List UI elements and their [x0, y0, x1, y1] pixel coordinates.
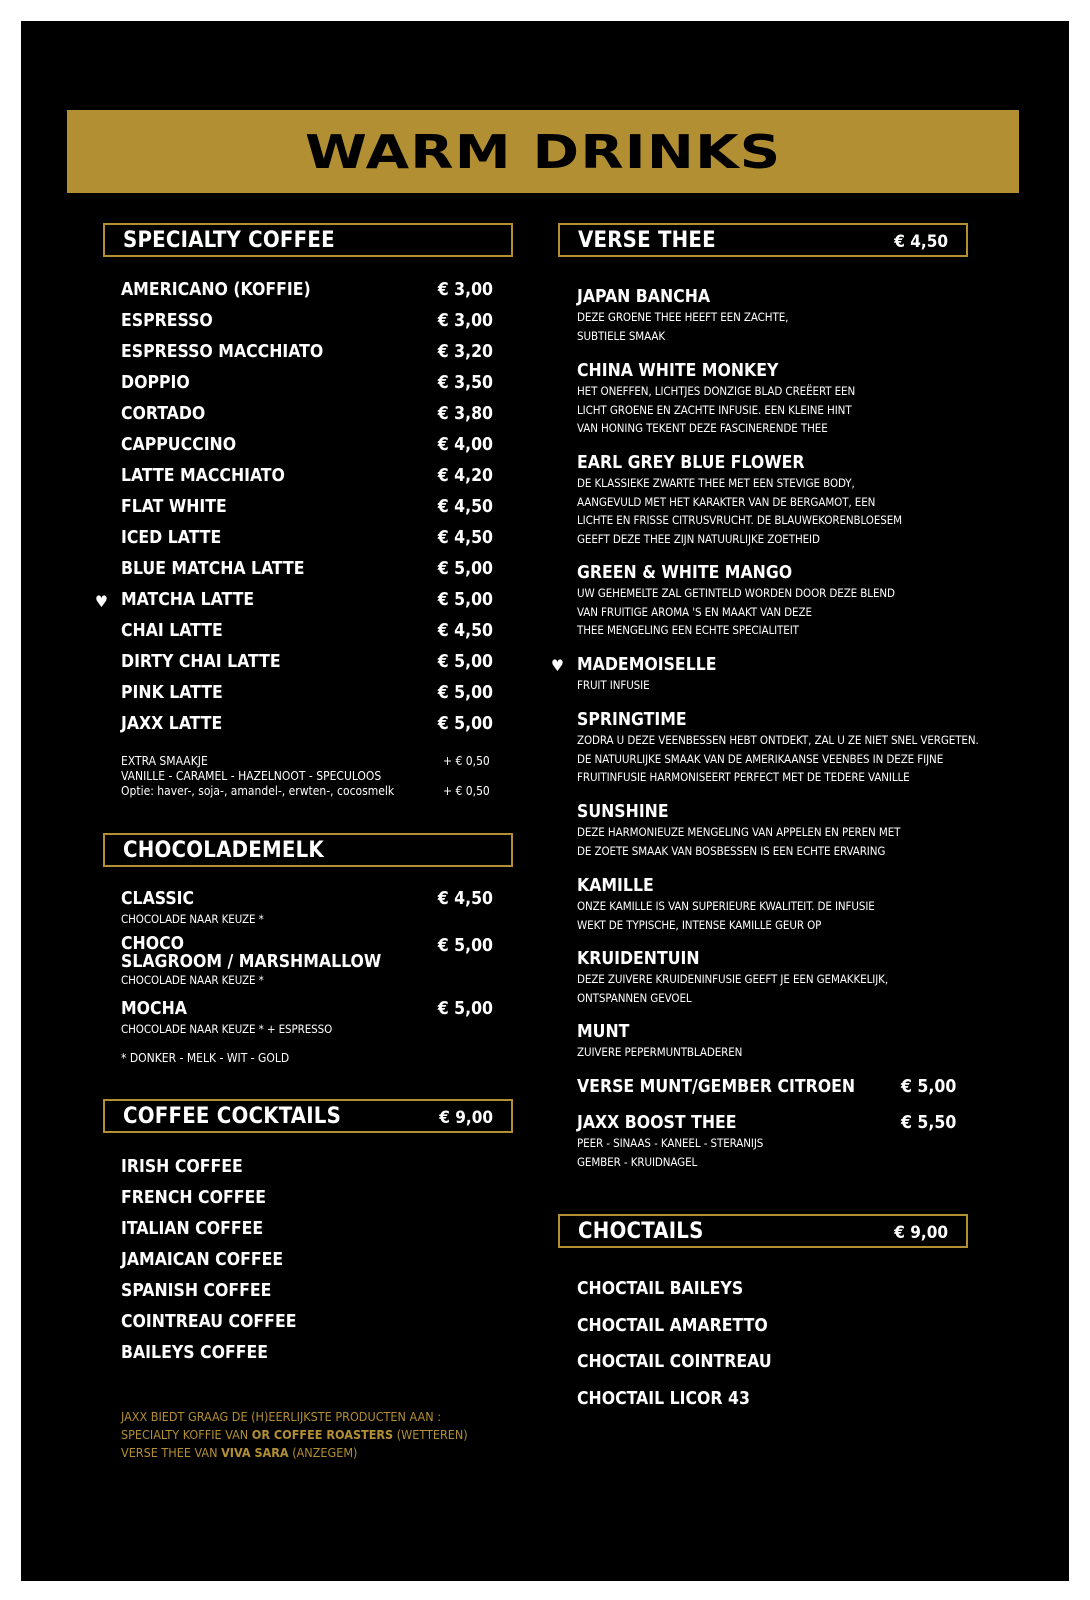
- item-description: UW GEHEMELTE ZAL GETINTELD WORDEN DOOR DEZE BLEND: [577, 586, 895, 600]
- menu-item: SPANISH COFFEE: [121, 1281, 272, 1301]
- menu-item: [121, 404, 493, 428]
- item-price: € 5,50: [901, 1113, 957, 1133]
- item-description: THEE MENGELING EEN ECHTE SPECIALITEIT: [577, 623, 799, 637]
- item-description: SUBTIELE SMAAK: [577, 328, 666, 343]
- item-description: VAN HONING TEKENT DEZE FASCINERENDE THEE: [577, 421, 828, 435]
- section-title: SPECIALTY COFFEE: [123, 228, 335, 253]
- item-description: ONZE KAMILLE IS VAN SUPERIEURE KWALITEIT. DE INFUSIE: [577, 899, 875, 913]
- menu-item: CHOCTAIL BAILEYS: [577, 1279, 744, 1299]
- item-name: FLAT WHITE: [121, 497, 227, 517]
- footer-text: (WETTEREN): [393, 1427, 468, 1442]
- item-price: € 4,50: [437, 889, 493, 909]
- item-description: FRUITINFUSIE HARMONISEERT PERFECT MET DE TEDERE VANILLE: [577, 770, 910, 784]
- item-price: € 3,50: [437, 373, 493, 393]
- menu-item: ITALIAN COFFEE: [121, 1219, 264, 1239]
- tea-item: [577, 876, 997, 934]
- item-description: DE ZOETE SMAAK VAN BOSBESSEN IS EEN ECHTE ERVARING: [577, 843, 886, 858]
- menu-item: FRENCH COFFEE: [121, 1188, 266, 1208]
- item-price: € 5,00: [437, 559, 493, 579]
- menu-item: [121, 280, 493, 304]
- item-description: WEKT DE TYPISCHE, INTENSE KAMILLE GEUR OP: [577, 917, 822, 932]
- item-description: VAN FRUITIGE AROMA 'S EN MAAKT VAN DEZE: [577, 604, 812, 619]
- item-name: MADEMOISELLE: [577, 655, 717, 675]
- item-description: DE KLASSIEKE ZWARTE THEE MET EEN STEVIGE BODY,: [577, 476, 855, 490]
- item-price: € 5,00: [437, 590, 493, 610]
- item-name: BLUE MATCHA LATTE: [121, 559, 305, 579]
- item-price: € 4,00: [437, 435, 493, 455]
- menu-item: [95, 590, 493, 614]
- section-header-verse-thee: [558, 223, 968, 257]
- item-name: EARL GREY BLUE FLOWER: [577, 453, 805, 473]
- item-name: JAXX BOOST THEE: [577, 1113, 737, 1133]
- title-banner: [67, 110, 1019, 193]
- item-description: ZODRA U DEZE VEENBESSEN HEBT ONTDEKT, ZAL U ZE NIET SNEL VERGETEN.: [577, 733, 979, 747]
- footer-brand: OR COFFEE ROASTERS: [251, 1427, 394, 1442]
- menu-item: [121, 373, 493, 397]
- item-name: CHAI LATTE: [121, 621, 223, 641]
- tea-item: [551, 655, 997, 695]
- section-title: COFFEE COCKTAILS: [123, 1104, 342, 1129]
- item-name: CORTADO: [121, 404, 206, 424]
- tea-item: [577, 1022, 997, 1062]
- menu-item: CHOCTAIL COINTREAU: [577, 1352, 772, 1372]
- item-name: VERSE MUNT/GEMBER CITROEN: [577, 1077, 856, 1097]
- menu-item: [121, 559, 493, 583]
- tea-item: [577, 802, 997, 860]
- tea-item: [577, 361, 997, 438]
- item-description: LICHT GROENE EN ZACHTE INFUSIE. EEN KLEINE HINT: [577, 402, 852, 417]
- menu-item: [121, 652, 493, 676]
- footer-line: [121, 1426, 468, 1444]
- heart-icon: ♥: [551, 656, 564, 675]
- item-name: MATCHA LATTE: [121, 590, 255, 610]
- item-name: PINK LATTE: [121, 683, 223, 703]
- menu-item: [121, 311, 493, 335]
- footer-text: VERSE THEE VAN: [121, 1445, 222, 1460]
- supplier-note: [121, 1408, 468, 1462]
- item-description: DEZE GROENE THEE HEEFT EEN ZACHTE,: [577, 310, 789, 324]
- item-price: € 3,20: [437, 342, 493, 362]
- menu-item: COINTREAU COFFEE: [121, 1312, 297, 1332]
- tea-item: [577, 1113, 997, 1171]
- item-description: LICHTE EN FRISSE CITRUSVRUCHT. DE BLAUWEKORENBLOESEM: [577, 513, 903, 527]
- section-price: € 9,00: [894, 1223, 948, 1243]
- footer-text: (ANZEGEM): [288, 1445, 358, 1460]
- item-description: HET ONEFFEN, LICHTJES DONZIGE BLAD CREËERT EEN: [577, 384, 856, 398]
- item-description: DEZE ZUIVERE KRUIDENINFUSIE GEEFT JE EEN GEMAKKELIJK,: [577, 972, 889, 986]
- section-header-coffee-cocktails: [103, 1099, 513, 1133]
- page-title: WARM DRINKS: [304, 124, 782, 179]
- item-description: GEMBER - KRUIDNAGEL: [577, 1154, 698, 1169]
- item-description: DEZE HARMONIEUZE MENGELING VAN APPELEN EN PEREN MET: [577, 825, 901, 839]
- item-name: ICED LATTE: [121, 528, 222, 548]
- tea-item: [577, 453, 997, 548]
- item-description: FRUIT INFUSIE: [577, 678, 650, 692]
- extra-flavours: VANILLE - CARAMEL - HAZELNOOT - SPECULOOS: [121, 769, 382, 783]
- item-price: € 5,00: [437, 999, 493, 1019]
- item-name: AMERICANO (KOFFIE): [121, 280, 311, 300]
- item-price: € 4,20: [437, 466, 493, 486]
- extra-label: EXTRA SMAAKJE: [121, 754, 208, 768]
- item-description: AANGEVULD MET HET KARAKTER VAN DE BERGAMOT, EEN: [577, 494, 876, 509]
- menu-item: [121, 999, 493, 1038]
- item-price: € 5,00: [901, 1077, 957, 1097]
- extra-price: + € 0,50: [443, 754, 490, 768]
- item-name: KAMILLE: [577, 876, 654, 896]
- menu-item: [121, 435, 493, 459]
- menu-item: CHOCTAIL AMARETTO: [577, 1316, 768, 1336]
- milk-option: Optie: haver-, soja-, amandel-, erwten-, cocosmelk: [121, 784, 395, 798]
- item-price: € 3,00: [437, 280, 493, 300]
- item-name: CHOCO: [121, 934, 185, 954]
- item-name: CHINA WHITE MONKEY: [577, 361, 779, 381]
- item-description: ONTSPANNEN GEVOEL: [577, 990, 692, 1005]
- tea-item: [577, 949, 997, 1007]
- extra-flavour-block: [121, 754, 493, 799]
- item-name: ESPRESSO: [121, 311, 213, 331]
- item-price: € 5,00: [437, 714, 493, 734]
- item-price: € 3,00: [437, 311, 493, 331]
- item-name: SUNSHINE: [577, 802, 669, 822]
- tea-item: [577, 1077, 997, 1098]
- menu-item: [121, 528, 493, 552]
- section-header-specialty-coffee: [103, 223, 513, 257]
- menu-poster: [21, 21, 1069, 1581]
- menu-item: [121, 889, 493, 928]
- menu-item: BAILEYS COFFEE: [121, 1343, 269, 1363]
- item-price: € 5,00: [437, 936, 493, 956]
- option-price: + € 0,50: [443, 784, 490, 798]
- menu-item: [121, 466, 493, 490]
- menu-item: [121, 497, 493, 521]
- item-description: DE NATUURLIJKE SMAAK VAN DE AMERIKAANSE VEENBES IN DEZE FIJNE: [577, 751, 944, 766]
- item-price: € 5,00: [437, 683, 493, 703]
- section-header-chocolademelk: [103, 833, 513, 867]
- section-title: CHOCOLADEMELK: [123, 838, 324, 863]
- section-price: € 9,00: [439, 1108, 493, 1128]
- chocolate-footnote: * DONKER - MELK - WIT - GOLD: [121, 1051, 290, 1065]
- menu-item: IRISH COFFEE: [121, 1157, 243, 1177]
- item-description: CHOCOLADE NAAR KEUZE *: [121, 973, 264, 987]
- item-name: DIRTY CHAI LATTE: [121, 652, 281, 672]
- section-title: CHOCTAILS: [578, 1219, 704, 1244]
- item-price: € 4,50: [437, 621, 493, 641]
- menu-item: [121, 621, 493, 645]
- menu-item: [121, 342, 493, 366]
- item-name: ESPRESSO MACCHIATO: [121, 342, 324, 362]
- item-price: € 4,50: [437, 497, 493, 517]
- item-price: € 4,50: [437, 528, 493, 548]
- footer-line: [121, 1444, 468, 1462]
- item-price: € 5,00: [437, 652, 493, 672]
- item-description: CHOCOLADE NAAR KEUZE * + ESPRESSO: [121, 1022, 333, 1036]
- menu-item: JAMAICAN COFFEE: [121, 1250, 284, 1270]
- item-name: JAXX LATTE: [121, 714, 223, 734]
- item-price: € 3,80: [437, 404, 493, 424]
- section-title: VERSE THEE: [578, 228, 716, 253]
- item-name: CAPPUCCINO: [121, 435, 237, 455]
- item-name: LATTE MACCHIATO: [121, 466, 285, 486]
- section-price: € 4,50: [894, 232, 948, 252]
- item-name: MOCHA: [121, 999, 187, 1019]
- item-name: DOPPIO: [121, 373, 190, 393]
- footer-brand: VIVA SARA: [221, 1445, 289, 1460]
- heart-icon: ♥: [95, 592, 108, 611]
- menu-item: [121, 714, 493, 738]
- item-description: PEER - SINAAS - KANEEL - STERANIJS: [577, 1136, 764, 1150]
- item-description: ZUIVERE PEPERMUNTBLADEREN: [577, 1045, 743, 1059]
- footer-line: JAXX BIEDT GRAAG DE (H)EERLIJKSTE PRODUCTEN AAN :: [121, 1409, 441, 1424]
- item-description: GEEFT DEZE THEE ZIJN NATUURLIJKE ZOETHEID: [577, 531, 820, 546]
- menu-item: [121, 683, 493, 707]
- item-description: CHOCOLADE NAAR KEUZE *: [121, 912, 264, 926]
- section-header-choctails: [558, 1214, 968, 1248]
- tea-item: [577, 563, 997, 640]
- item-name: KRUIDENTUIN: [577, 949, 700, 969]
- footer-text: SPECIALTY KOFFIE VAN: [121, 1427, 252, 1442]
- tea-item: [577, 287, 997, 345]
- item-name: MUNT: [577, 1022, 630, 1042]
- item-name: GREEN & WHITE MANGO: [577, 563, 793, 583]
- item-name-line2: SLAGROOM / MARSHMALLOW: [121, 952, 382, 972]
- menu-item: [121, 936, 493, 989]
- menu-item: CHOCTAIL LICOR 43: [577, 1389, 750, 1409]
- item-name: SPRINGTIME: [577, 710, 687, 730]
- item-name: JAPAN BANCHA: [577, 287, 711, 307]
- item-name: CLASSIC: [121, 889, 195, 909]
- tea-item: [577, 710, 997, 787]
